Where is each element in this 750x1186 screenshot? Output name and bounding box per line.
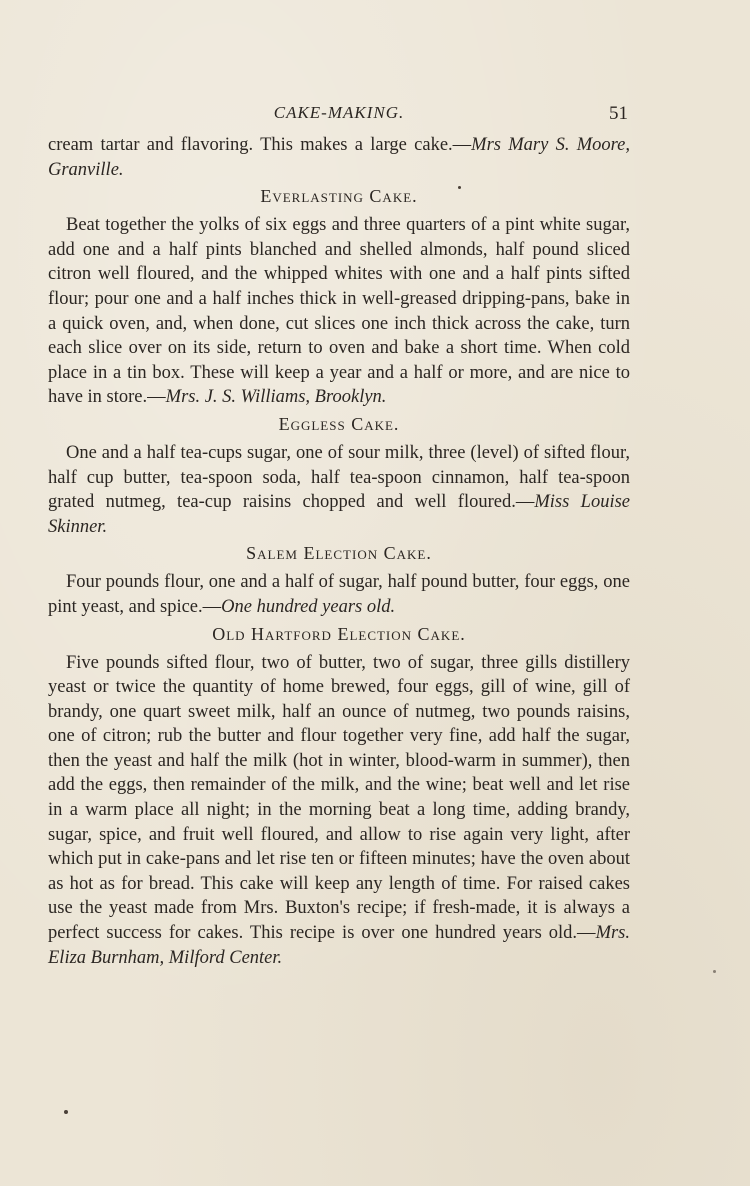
recipe-text: Beat together the yolks of six eggs and three quarters of a pint white sugar, add one and a half pints blanched and shelled almonds, half pound sliced citron well floured, and the whipped whites with one and a half pints sifted flour; pour one and a half inches thick in well-greased dripping-pans, bake in a quick oven, and, when done, cut slices one inch thick across the cake, turn each slice over on its side, return to oven and bake a short time. When cold place in a tin box. These will keep a year and a half or more, and are nice to have in store.— (48, 215, 630, 408)
recipe-everlasting-cake (48, 213, 630, 410)
running-header (48, 103, 630, 133)
recipe-title-old-hartford-election-cake: Old Hartford Election Cake. (212, 623, 466, 644)
recipe-attribution: One hundred years old. (221, 596, 396, 617)
recipe-title-eggless-cake: Eggless Cake. (278, 413, 400, 434)
running-title: CAKE-MAKING. (273, 103, 405, 122)
recipe-attribution: Mrs Mary S. Moore, Granville. (48, 135, 630, 180)
recipe-eggless-cake (48, 441, 630, 539)
recipe-text: Five pounds sifted flour, two of butter, two of sugar, three gills distillery yeast or twice the quantity of home brewed, four eggs, gill of wine, gill of brandy, one quart sweet milk, half an ounce of nutmeg, two pounds raisins, one of citron; rub the butter and flour together very fine, add half the sugar, then the yeast and half the milk (hot in winter, blood-warm in summer), then add the eggs, then remainder of the milk, and the wine; beat well and let rise in a warm place all night; in the morning beat a long time, adding brandy, sugar, spice, and fruit well floured, and allow to rise again very light, after which put in cake-pans and let rise ten or fifteen minutes; have the oven about as hot as for bread. This cake will keep any length of time. For raised cakes use the yeast made from Mrs. Buxton's recipe; if fresh-made, it is always a perfect success for cakes. This recipe is over one hundred years old.— (48, 652, 630, 944)
recipe-title-salem-election-cake: Salem Election Cake. (246, 543, 432, 564)
book-page (48, 103, 630, 970)
recipe-title-everlasting-cake: Everlasting Cake. (260, 186, 418, 207)
recipe-continuation (48, 133, 630, 182)
recipe-old-hartford-election-cake (48, 651, 630, 971)
recipe-text: One and a half tea-cups sugar, one of sour milk, three (level) of sifted flour, half cup butter, tea-spoon soda, half tea-spoon cinnamon, half tea-spoon grated nutmeg, tea-cup raisins chopped and well floured.— (48, 442, 630, 513)
paper-speck (713, 970, 716, 973)
recipe-attribution: Mrs. Eliza Burnham, Milford Center. (48, 923, 630, 968)
page-body (48, 133, 630, 970)
paper-speck (64, 1110, 68, 1114)
recipe-salem-election-cake (48, 570, 630, 619)
recipe-text: Four pounds flour, one and a half of sugar, half pound butter, four eggs, one pint yeast, and spice.— (48, 572, 630, 617)
paper-speck (458, 186, 461, 189)
recipe-attribution: Miss Louise Skinner. (48, 492, 630, 537)
page-number: 51 (609, 103, 628, 124)
recipe-attribution: Mrs. J. S. Williams, Brooklyn. (165, 387, 387, 408)
recipe-text: cream tartar and flavoring. This makes a large cake.— (48, 135, 472, 155)
